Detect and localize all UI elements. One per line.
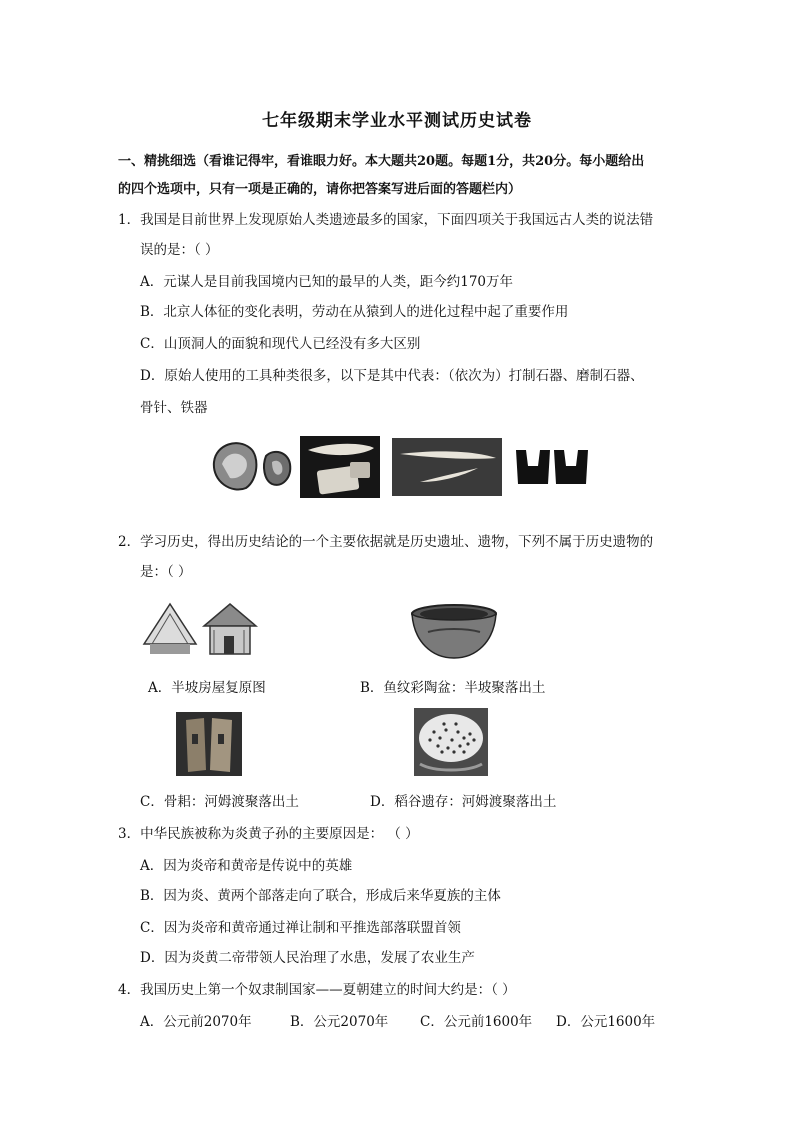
section-instruction-line1: 一、精挑细选（看谁记得牢，看谁眼力好。本大题共20题。每题1分，共20分。每小题给出: [118, 154, 645, 169]
q2-stem-line2: 是：（ ）: [140, 564, 192, 580]
q1-stem-line2: 误的是：（ ）: [140, 242, 219, 258]
ground-stone-tool-image: [300, 436, 380, 498]
q3-option-a: A．因为炎帝和黄帝是传说中的英雄: [140, 858, 353, 874]
q4-option-b: B．公元2070年: [290, 1014, 389, 1030]
q3-stem: 3．中华民族被称为炎黄子孙的主要原因是： （ ）: [118, 826, 419, 842]
q1-stem-line1: 1．我国是目前世界上发现原始人类遗迹最多的国家，下面四项关于我国远古人类的说法错: [118, 212, 654, 228]
fish-pattern-pottery-basin-image: [408, 602, 500, 662]
q2-option-d: D．稻谷遗存：河姆渡聚落出土: [370, 794, 557, 810]
q1-option-a: A．元谋人是目前我国境内已知的最早的人类，距今约170万年: [140, 274, 514, 290]
q2-stem-line1: 2．学习历史，得出历史结论的一个主要依据就是历史遗址、遗物，下列不属于历史遗物的: [118, 534, 654, 550]
q4-option-c: C．公元前1600年: [420, 1014, 533, 1030]
q1-option-d-line1: D．原始人使用的工具种类很多，以下是其中代表：（依次为）打制石器、磨制石器、: [140, 368, 644, 384]
q3-option-c: C．因为炎帝和黄帝通过禅让制和平推选部落联盟首领: [140, 920, 461, 936]
q3-option-d: D．因为炎黄二帝带领人民治理了水患，发展了农业生产: [140, 950, 475, 966]
q2-option-b: B．鱼纹彩陶盆：半坡聚落出土: [360, 680, 546, 696]
q1-option-d-line2: 骨针、铁器: [140, 400, 208, 416]
bone-spade-image: [176, 712, 242, 776]
iron-tool-image: [512, 444, 590, 488]
q1-option-b: B．北京人体征的变化表明，劳动在从猿到人的进化过程中起了重要作用: [140, 304, 569, 320]
chipped-stone-tool-image: [208, 434, 298, 496]
q3-option-b: B．因为炎、黄两个部落走向了联合，形成后来华夏族的主体: [140, 888, 501, 904]
q1-option-c: C．山顶洞人的面貌和现代人已经没有多大区别: [140, 336, 421, 352]
q4-option-d: D．公元1600年: [556, 1014, 656, 1030]
rice-remains-image: [414, 708, 488, 776]
page-title: 七年级期末学业水平测试历史试卷: [262, 111, 532, 131]
q2-option-c: C．骨耜：河姆渡聚落出土: [140, 794, 299, 810]
q4-option-a: A．公元前2070年: [140, 1014, 252, 1030]
q4-stem: 4．我国历史上第一个奴隶制国家——夏朝建立的时间大约是：（ ）: [118, 982, 516, 998]
bone-needle-image: [392, 438, 502, 496]
section-instruction-line2: 的四个选项中，只有一项是正确的，请你把答案写进后面的答题栏内）: [118, 182, 522, 197]
q2-option-a: A．半坡房屋复原图: [148, 680, 266, 696]
banpo-house-reconstruction-image: [140, 596, 258, 660]
